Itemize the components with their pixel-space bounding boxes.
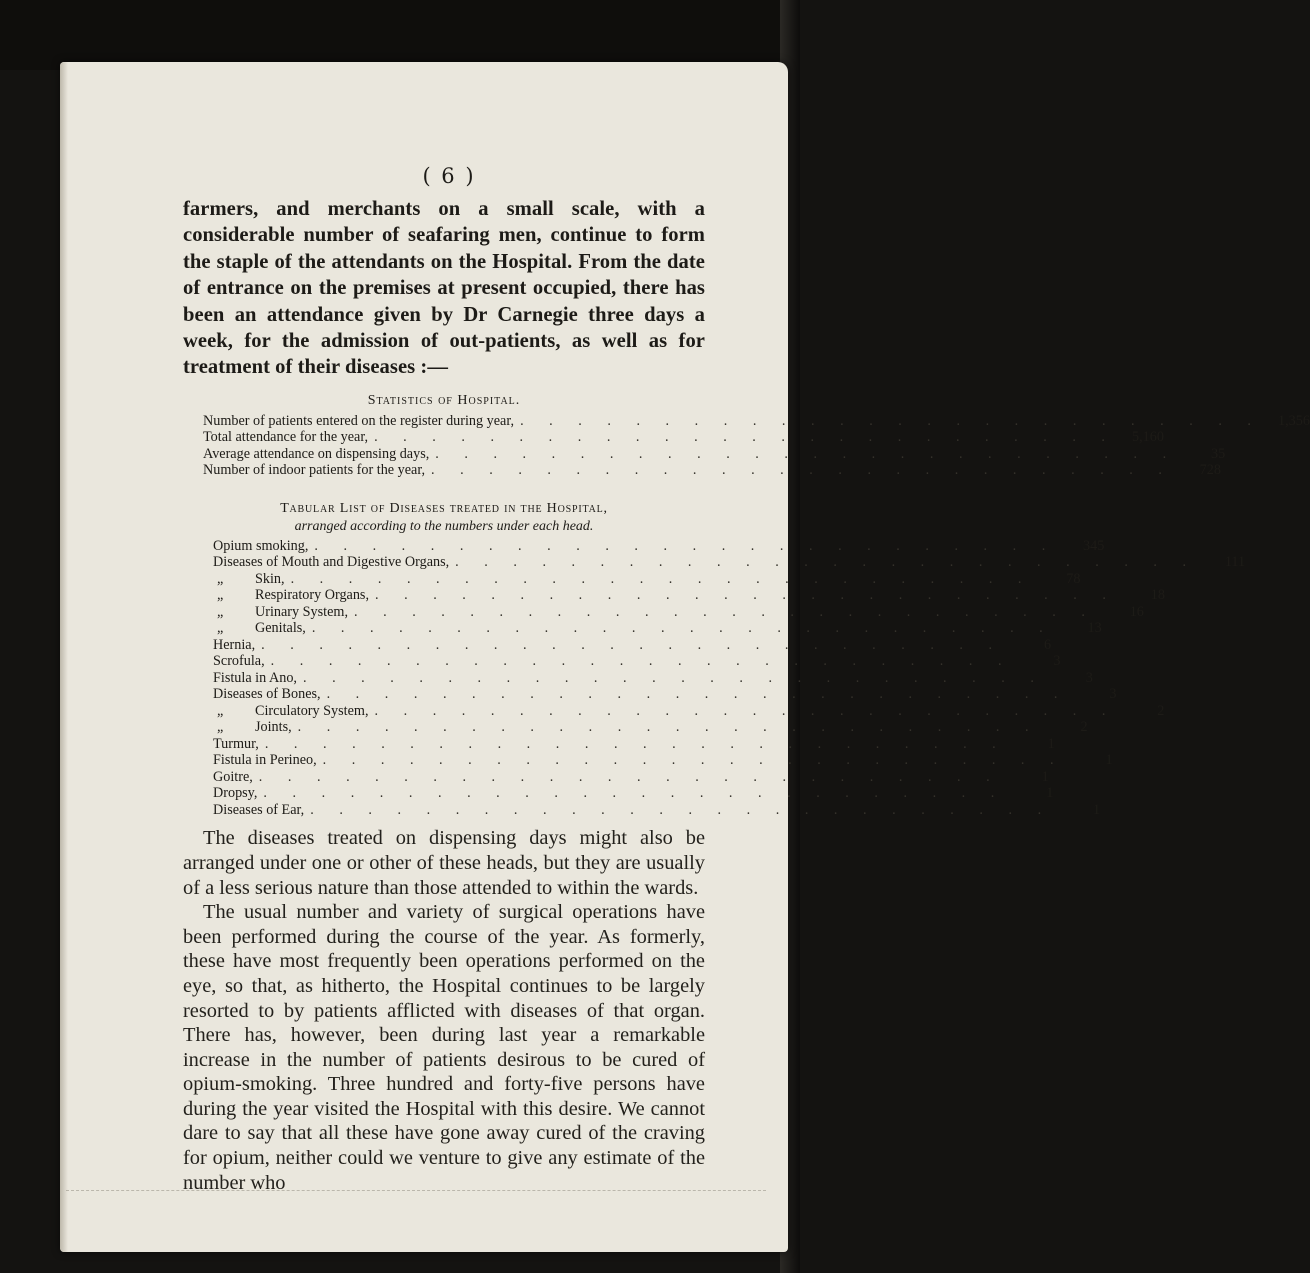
row-label: Diseases of Ear, bbox=[213, 801, 305, 818]
table-row bbox=[213, 768, 1049, 786]
row-value: 3 bbox=[1053, 653, 1061, 670]
ditto-mark: „ bbox=[217, 587, 224, 604]
table-row bbox=[213, 702, 1165, 720]
row-label: Turmur, bbox=[213, 735, 259, 752]
row-label: Urinary System, bbox=[255, 603, 348, 620]
table-row bbox=[203, 445, 1226, 463]
page-gutter bbox=[60, 62, 68, 1252]
row-value: 111 bbox=[1224, 554, 1246, 571]
row-label: Total attendance for the year, bbox=[203, 429, 369, 446]
statistics-title: Statistics of Hospital. bbox=[367, 392, 521, 408]
leader-dots: . . . . . . . . . . . . . . . . . . . . . . . . . . bbox=[264, 735, 1007, 752]
leader-dots: . . . . . . . . . . . . . . . . . . . . . . . . . . bbox=[311, 620, 1054, 637]
leader-dots: . . . . . . . . . . . . . . . . . . . . . . . . . . bbox=[435, 445, 1178, 462]
row-label: Diseases of Mouth and Digestive Organs, bbox=[213, 554, 450, 571]
row-value: 78 bbox=[1066, 570, 1081, 587]
row-value: 345 bbox=[1083, 537, 1105, 554]
leader-dots: . . . . . . . . . . . . . . . . . . . . . . . . . . bbox=[520, 412, 1262, 429]
table-row bbox=[213, 636, 1052, 654]
ditto-mark: „ bbox=[217, 603, 224, 620]
leader-dots: . . . . . . . . . . . . . . . . . . . . . . . . . . bbox=[270, 653, 1013, 670]
leader-dots: . . . . . . . . . . . . . . . . . . . . . . . . . . bbox=[302, 669, 1045, 686]
row-value: 35 bbox=[1210, 445, 1226, 462]
leader-dots: . . . . . . . . . . . . . . . . . . . . . . . . . . bbox=[297, 719, 1040, 736]
row-value: 18 bbox=[1150, 587, 1165, 604]
leader-dots: . . . . . . . . . . . . . . . . . . . . . . . . . . bbox=[314, 537, 1057, 554]
row-value: 16 bbox=[1129, 603, 1144, 620]
diseases-title: Tabular List of Diseases treated in the Hospital, bbox=[280, 500, 608, 516]
table-row bbox=[213, 570, 1081, 588]
row-value: 3 bbox=[1109, 686, 1117, 703]
page-content bbox=[183, 160, 1310, 1195]
row-value: 3 bbox=[1085, 669, 1093, 686]
leader-dots: . . . . . . . . . . . . . . . . . . . . . . . . . . bbox=[354, 603, 1096, 620]
row-value: 1 bbox=[1093, 801, 1101, 818]
statistics-table bbox=[183, 412, 1310, 479]
row-value: 5,160 bbox=[1132, 429, 1164, 446]
table-row bbox=[213, 669, 1093, 687]
diseases-subtitle: arranged according to the numbers under each head. bbox=[294, 518, 594, 534]
ditto-mark: „ bbox=[217, 620, 224, 637]
row-label: Goitre, bbox=[213, 768, 253, 785]
leader-dots: . . . . . . . . . . . . . . . . . . . . . . . . . . bbox=[431, 462, 1173, 479]
leader-dots: . . . . . . . . . . . . . . . . . . . . . . . . . . bbox=[455, 554, 1198, 571]
row-value: 2 bbox=[1080, 719, 1088, 736]
row-label: Respiratory Organs, bbox=[255, 587, 370, 604]
row-label: Number of patients entered on the register during year, bbox=[203, 412, 515, 429]
table-row bbox=[213, 537, 1105, 555]
row-label: Number of indoor patients for the year, bbox=[203, 462, 426, 479]
row-label: Diseases of Bones, bbox=[213, 686, 321, 703]
table-row bbox=[213, 554, 1246, 571]
row-label: Fistula in Perineo, bbox=[213, 752, 317, 769]
row-value: 2 bbox=[1157, 702, 1165, 719]
intro-paragraph: farmers, and merchants on a small scale, with a considerable number of seafaring men, continue to form the staple of the attendants on the Hospital. From the date of entrance on the premises at present occupied, there has been an attendance given by Dr Carnegie three days a week, for the admission of out-patients, as well as for treatment of their diseases :— bbox=[183, 198, 705, 379]
background-top bbox=[0, 0, 800, 70]
paragraph-surgical-operations: The usual number and variety of surgical operations have been performed during the course of the year. As formerly, these have most frequently been operations performed on the eye, so that, as hitherto, the Hospital continues to be largely resorted to by patients afflicted with diseases of that organ. There has, however, been during last year a remarkable increase in the number of patients desirous to be cured of opium-smoking. Three hundred and forty-five persons have during the year visited the Hospital with this desire. We cannot dare to say that all these have gone away cured of the craving for opium, neither could we venture to give any estimate of the number who bbox=[183, 901, 705, 1194]
row-label: Dropsy, bbox=[213, 785, 258, 802]
diseases-table bbox=[183, 537, 1246, 819]
row-label: Genitals, bbox=[255, 620, 306, 637]
row-label: Joints, bbox=[255, 719, 292, 736]
row-value: 728 bbox=[1199, 462, 1221, 479]
table-row bbox=[203, 412, 1310, 430]
paragraph-diseases-dispensing: The diseases treated on dispensing days might also be arranged under one or other of these heads, but they are usually of a less serious nature than those attended to within the wards. bbox=[183, 827, 705, 899]
row-label: Fistula in Ano, bbox=[213, 669, 297, 686]
table-row bbox=[213, 801, 1101, 819]
row-value: 1 bbox=[1046, 785, 1054, 802]
row-label: Circulatory System, bbox=[255, 702, 369, 719]
row-label: Skin, bbox=[255, 570, 285, 587]
row-value: 13 bbox=[1087, 620, 1102, 637]
table-row bbox=[213, 620, 1102, 637]
row-value: 6 bbox=[1043, 636, 1052, 653]
leader-dots: . . . . . . . . . . . . . . . . . . . . . . . . . . bbox=[310, 801, 1053, 818]
table-row bbox=[203, 462, 1221, 479]
row-value: 1 bbox=[1105, 752, 1113, 769]
leader-dots: . . . . . . . . . . . . . . . . . . . . . . . . . . bbox=[290, 570, 1033, 587]
leader-dots: . . . . . . . . . . . . . . . . . . . . . . . . . . bbox=[326, 686, 1069, 703]
leader-dots: . . . . . . . . . . . . . . . . . . . . . . . . . . bbox=[374, 702, 1117, 719]
leader-dots: . . . . . . . . . . . . . . . . . . . . . . . . . . bbox=[322, 752, 1065, 769]
leader-dots: . . . . . . . . . . . . . . . . . . . . . . . . . . bbox=[374, 429, 1116, 446]
row-value: 1,356 bbox=[1278, 412, 1310, 429]
row-label: Hernia, bbox=[213, 636, 256, 653]
table-row bbox=[213, 752, 1113, 769]
ditto-mark: „ bbox=[217, 719, 224, 736]
table-row bbox=[213, 587, 1165, 604]
table-row bbox=[203, 429, 1164, 446]
row-label: Opium smoking, bbox=[213, 537, 309, 554]
row-value: 1 bbox=[1047, 735, 1055, 752]
table-row bbox=[213, 686, 1117, 703]
row-label: Average attendance on dispensing days, bbox=[203, 445, 430, 462]
leader-dots: . . . . . . . . . . . . . . . . . . . . . . . . . . bbox=[258, 768, 1001, 785]
row-label: Scrofula, bbox=[213, 653, 265, 670]
table-row bbox=[213, 603, 1144, 621]
row-value: 1 bbox=[1041, 768, 1049, 785]
ditto-mark: „ bbox=[217, 570, 224, 587]
leader-dots: . . . . . . . . . . . . . . . . . . . . . . . . . . bbox=[261, 636, 1004, 653]
table-row bbox=[213, 785, 1054, 802]
table-row bbox=[213, 735, 1055, 753]
table-row bbox=[213, 653, 1061, 670]
leader-dots: . . . . . . . . . . . . . . . . . . . . . . . . . . bbox=[375, 587, 1117, 604]
page-number: ( 6 ) bbox=[422, 164, 476, 188]
table-row bbox=[213, 719, 1088, 736]
body-text bbox=[183, 826, 705, 1195]
ditto-mark: „ bbox=[217, 702, 224, 719]
leader-dots: . . . . . . . . . . . . . . . . . . . . . . . . . . bbox=[263, 785, 1006, 802]
